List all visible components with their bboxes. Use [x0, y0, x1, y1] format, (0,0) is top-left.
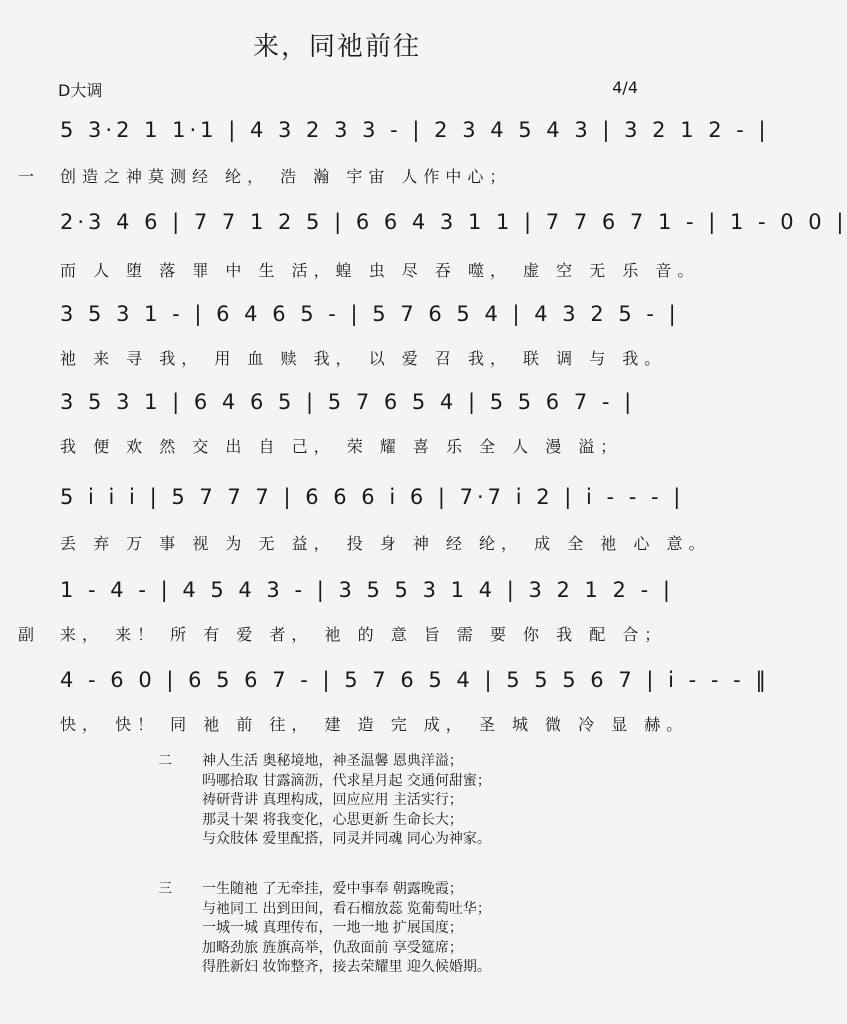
lyrics-line: 丢 弃 万 事 视 为 无 益， 投 身 神 经 纶， 成 全 祂 心 意。	[60, 534, 711, 553]
song-title: 来，同祂前往	[252, 32, 421, 62]
notes-line: 4 - 6 0 | 6 5 6 7 - | 5 7 6 5 4 | 5 5 5 6 7 | i - - - ‖	[60, 668, 770, 692]
notes-line: 2·3 4 6 | 7 7 1 2 5 | 6 6 4 3 1 1 | 7 7 6 7 1 - | 1 - 0 0 |	[60, 210, 847, 234]
verse-number: 二	[158, 753, 172, 769]
notes-line: 5 i i i | 5 7 7 7 | 6 6 6 i 6 | 7·7 i 2 | i - - - |	[60, 485, 685, 509]
verse-number: 三	[158, 881, 172, 897]
notes-line: 3 5 3 1 - | 6 4 6 5 - | 5 7 6 5 4 | 4 3 2 5 - |	[60, 302, 680, 326]
verse-line: 吗哪拾取 甘露滴沥，代求星月起 交通何甜蜜；	[202, 772, 491, 789]
time-signature: 4/4	[612, 78, 638, 97]
lyrics-line: 快， 快！ 同 祂 前 往， 建 造 完 成， 圣 城 微 冷 显 赫。	[60, 715, 689, 734]
lyrics-line: 创造之神莫测经 纶， 浩 瀚 宇宙 人作中心；	[60, 167, 512, 186]
lyrics-line: 我 便 欢 然 交 出 自 己， 荣 耀 喜 乐 全 人 漫 溢；	[60, 437, 623, 456]
verse-line: 那灵十架 将我变化，心思更新 生命长大；	[202, 811, 463, 828]
verse-line: 神人生活 奥秘境地，神圣温馨 恩典洋溢；	[202, 753, 463, 769]
verse-line: 祷研背讲 真理构成，回应应用 主活实行；	[202, 792, 463, 808]
verse-line: 与祂同工 出到田间，看石榴放蕊 览葡萄吐华；	[202, 900, 491, 917]
lyrics-line: 祂 来 寻 我， 用 血 赎 我， 以 爱 召 我， 联 调 与 我。	[60, 349, 667, 368]
verse-2-block	[158, 752, 491, 850]
verse-number: 一	[18, 167, 35, 186]
lyrics-line: 来， 来！ 所 有 爱 者， 祂 的 意 旨 需 要 你 我 配 合；	[60, 625, 667, 644]
verse-line: 得胜新妇 妆饰整齐，接去荣耀里 迎久候婚期。	[202, 959, 491, 975]
notes-line: 5 3·2 1 1·1 | 4 3 2 3 3 - | 2 3 4 5 4 3 | 3 2 1 2 - |	[60, 118, 770, 142]
verse-3-block	[158, 880, 491, 978]
verse-line: 与众肢体 爱里配搭，同灵并同魂 同心为神家。	[202, 831, 491, 847]
lyrics-line: 而 人 堕 落 罪 中 生 活，蝗 虫 尽 吞 噬， 虚 空 无 乐 音。	[60, 261, 700, 280]
verse-line: 一城一城 真理传布，一地一地 扩展国度；	[202, 920, 463, 936]
verse-line: 加略劲旅 旌旗高举，仇敌面前 享受筵席；	[202, 939, 463, 956]
notes-line: 1 - 4 - | 4 5 4 3 - | 3 5 5 3 1 4 | 3 2 1 2 - |	[60, 578, 674, 602]
verse-number: 副	[18, 625, 35, 644]
verse-line: 一生随祂 了无牵挂，爱中事奉 朝露晚霞；	[202, 881, 463, 897]
key-signature: D大调	[58, 81, 103, 100]
notes-line: 3 5 3 1 | 6 4 6 5 | 5 7 6 5 4 | 5 5 6 7 - |	[60, 390, 636, 414]
